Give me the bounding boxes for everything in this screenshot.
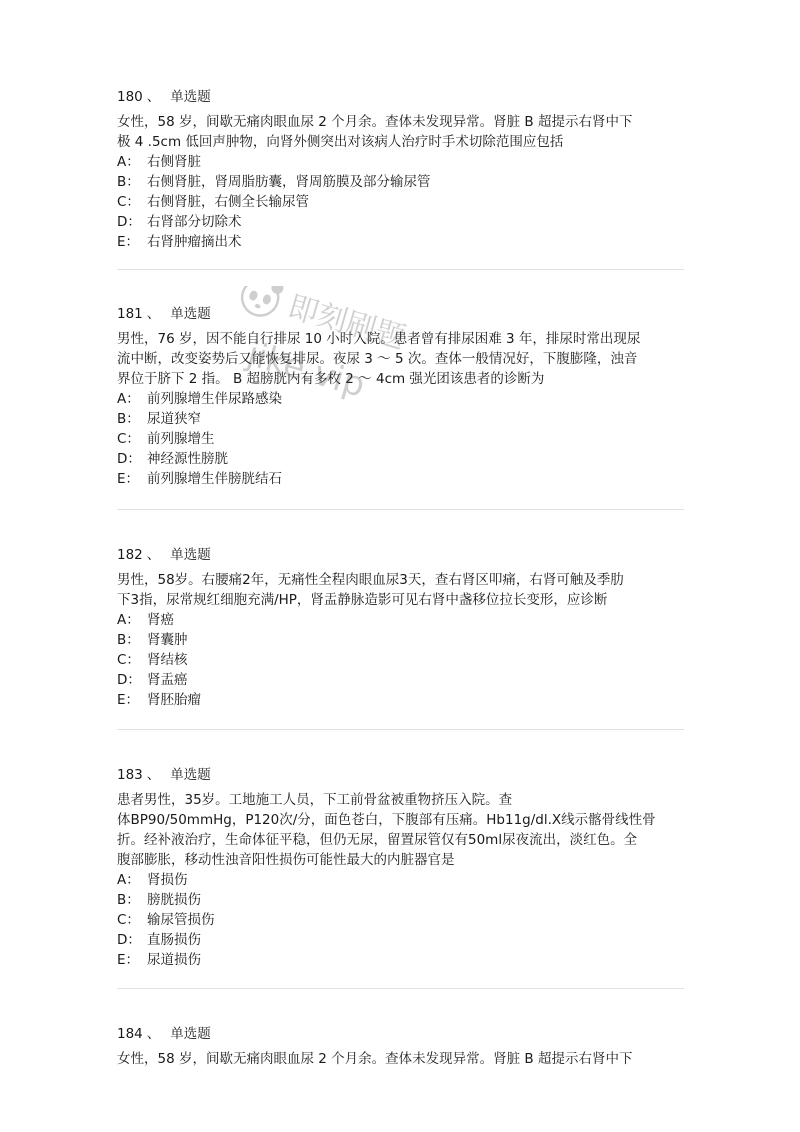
question-separator: 、 (146, 767, 161, 783)
watermark-text-url: jike.vip (242, 334, 370, 406)
option-e[interactable] (117, 232, 687, 252)
question-number: 184 (117, 1026, 143, 1042)
option-letter: D： (117, 932, 141, 948)
option-letter: B： (117, 174, 140, 190)
option-b[interactable] (117, 630, 687, 650)
question-type: 单选题 (170, 306, 211, 322)
option-c[interactable] (117, 192, 687, 212)
option-c[interactable] (117, 910, 687, 930)
question-180 (117, 87, 687, 252)
option-text: 直肠损伤 (147, 932, 201, 948)
option-e[interactable] (117, 469, 687, 489)
question-header (117, 765, 687, 785)
stem-line: 患者男性，35岁。工地施工人员，下工前骨盆被重物挤压入院。查 (117, 792, 513, 808)
stem-line: 女性，58 岁，间歇无痛肉眼血尿 2 个月余。查体未发现异常。肾脏 B 超提示右肾中下 (117, 1051, 633, 1067)
question-stem (117, 1049, 687, 1069)
question-header (117, 87, 687, 107)
option-list (117, 610, 687, 710)
option-text: 尿道狭窄 (147, 411, 201, 427)
option-text: 神经源性膀胱 (147, 451, 228, 467)
question-number: 182 (117, 547, 143, 563)
option-text: 右侧肾脏，肾周脂肪囊，肾周筋膜及部分输尿管 (147, 174, 431, 190)
option-letter: B： (117, 411, 140, 427)
option-text: 肾结核 (147, 652, 188, 668)
question-183 (117, 765, 687, 970)
question-type: 单选题 (170, 89, 211, 105)
question-divider (117, 269, 684, 270)
question-182 (117, 545, 687, 710)
option-list (117, 389, 687, 489)
option-text: 肾损伤 (147, 872, 188, 888)
stem-line: 下3指，尿常规红细胞充满/HP，肾盂静脉造影可见右肾中盏移位拉长变形，应诊断 (117, 592, 608, 608)
option-text: 肾胚胎瘤 (147, 692, 201, 708)
option-letter: B： (117, 892, 140, 908)
question-number: 183 (117, 767, 143, 783)
question-type: 单选题 (170, 767, 211, 783)
option-a[interactable] (117, 610, 687, 630)
option-d[interactable] (117, 212, 687, 232)
option-letter: C： (117, 194, 140, 210)
option-text: 尿道损伤 (147, 952, 201, 968)
option-a[interactable] (117, 152, 687, 172)
option-b[interactable] (117, 172, 687, 192)
option-text: 前列腺增生伴尿路感染 (147, 391, 282, 407)
option-d[interactable] (117, 449, 687, 469)
option-letter: A： (117, 391, 140, 407)
stem-line: 界位于脐下 2 指。 B 超膀胱内有多枚 2 ～ 4cm 强光团该患者的诊断为 (117, 371, 545, 387)
stem-line: 腹部膨胀，移动性浊音阳性损伤可能性最大的内脏器官是 (117, 852, 455, 868)
question-header (117, 1024, 687, 1044)
stem-line: 极 4 .5cm 低回声肿物，向肾外侧突出对该病人治疗时手术切除范围应包括 (117, 134, 564, 150)
option-d[interactable] (117, 670, 687, 690)
question-181 (117, 304, 687, 489)
option-text: 输尿管损伤 (147, 912, 215, 928)
option-d[interactable] (117, 930, 687, 950)
stem-line: 男性，58岁。右腰痛2年，无痛性全程肉眼血尿3天，查右肾区叩痛，右肾可触及季肋 (117, 572, 624, 588)
option-letter: A： (117, 154, 140, 170)
question-separator: 、 (146, 89, 161, 105)
question-divider (117, 509, 684, 510)
option-text: 前列腺增生 (147, 431, 215, 447)
option-list (117, 870, 687, 970)
question-type: 单选题 (170, 1026, 211, 1042)
question-184 (117, 1024, 687, 1069)
option-text: 右侧肾脏 (147, 154, 201, 170)
stem-line: 折。经补液治疗，生命体征平稳，但仍无尿，留置尿管仅有50ml尿夜流出，淡红色。全 (117, 832, 638, 848)
option-text: 膀胱损伤 (147, 892, 201, 908)
question-type: 单选题 (170, 547, 211, 563)
question-stem (117, 570, 687, 610)
option-letter: D： (117, 672, 141, 688)
question-header (117, 304, 687, 324)
question-separator: 、 (146, 547, 161, 563)
question-divider (117, 988, 684, 989)
question-stem (117, 112, 687, 152)
question-header (117, 545, 687, 565)
option-letter: C： (117, 431, 140, 447)
question-separator: 、 (146, 306, 161, 322)
question-stem (117, 329, 687, 389)
option-text: 右肾部分切除术 (147, 214, 242, 230)
option-list (117, 152, 687, 252)
question-number: 180 (117, 89, 143, 105)
option-e[interactable] (117, 950, 687, 970)
option-letter: E： (117, 234, 140, 250)
option-letter: E： (117, 471, 140, 487)
option-letter: A： (117, 872, 140, 888)
option-text: 前列腺增生伴膀胱结石 (147, 471, 282, 487)
option-text: 肾囊肿 (147, 632, 188, 648)
option-letter: C： (117, 912, 140, 928)
option-text: 右肾肿瘤摘出术 (147, 234, 242, 250)
option-c[interactable] (117, 650, 687, 670)
option-letter: E： (117, 692, 140, 708)
option-text: 肾癌 (147, 612, 174, 628)
option-letter: A： (117, 612, 140, 628)
option-a[interactable] (117, 389, 687, 409)
option-letter: E： (117, 952, 140, 968)
option-text: 右侧肾脏，右侧全长输尿管 (147, 194, 309, 210)
option-letter: D： (117, 214, 141, 230)
option-c[interactable] (117, 429, 687, 449)
option-b[interactable] (117, 409, 687, 429)
option-text: 肾盂癌 (147, 672, 188, 688)
option-b[interactable] (117, 890, 687, 910)
question-divider (117, 729, 684, 730)
stem-line: 女性，58 岁，间歇无痛肉眼血尿 2 个月余。查体未发现异常。肾脏 B 超提示右肾中下 (117, 114, 633, 130)
question-separator: 、 (146, 1026, 161, 1042)
option-letter: D： (117, 451, 141, 467)
option-letter: C： (117, 652, 140, 668)
option-e[interactable] (117, 690, 687, 710)
question-number: 181 (117, 306, 143, 322)
stem-line: 体BP90/50mmHg，P120次/分，面色苍白，下腹部有压痛。Hb11g/dl.X线示髂骨线性骨 (117, 812, 656, 828)
watermark-text-cn: 即刻刷题 (284, 289, 410, 357)
stem-line: 男性，76 岁，因不能自行排尿 10 小时入院。患者曾有排尿困难 3 年，排尿时常出现尿 (117, 331, 641, 347)
option-a[interactable] (117, 870, 687, 890)
stem-line: 流中断，改变姿势后又能恢复排尿。夜尿 3 ～ 5 次。查体一般情况好，下腹膨隆，浊音 (117, 351, 638, 367)
option-letter: B： (117, 632, 140, 648)
question-stem (117, 790, 687, 870)
